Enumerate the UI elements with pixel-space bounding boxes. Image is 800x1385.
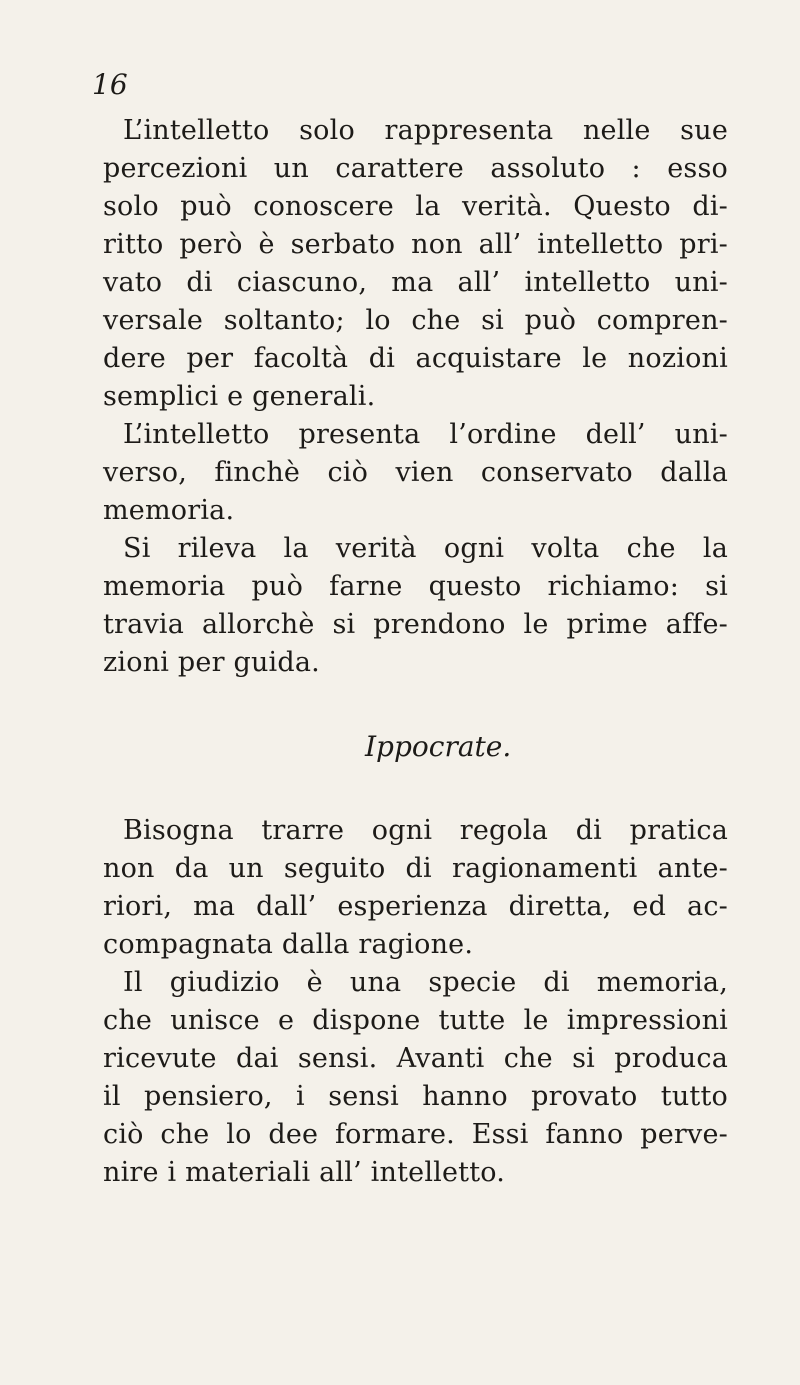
paragraph-line: memoria. bbox=[103, 495, 235, 526]
section-heading: Ippocrate. bbox=[365, 730, 512, 763]
paragraph-line: memoria può farne questo richiamo: si bbox=[103, 571, 728, 602]
paragraph-line: compagnata dalla ragione. bbox=[103, 929, 474, 960]
paragraph-line: L’intelletto solo rappresenta nelle sue bbox=[123, 115, 728, 146]
paragraph-line: ricevute dai sensi. Avanti che si produca bbox=[103, 1043, 728, 1074]
paragraph-line: vato di ciascuno, ma all’ intelletto uni- bbox=[103, 267, 728, 298]
paragraph-line: travia allorchè si prendono le prime affe- bbox=[103, 609, 728, 640]
paragraph-line: semplici e generali. bbox=[103, 381, 376, 412]
page-number: 16 bbox=[92, 68, 128, 101]
paragraph-line: ritto però è serbato non all’ intelletto pri- bbox=[103, 229, 728, 260]
paragraph-line: ciò che lo dee formare. Essi fanno perve- bbox=[103, 1119, 728, 1150]
paragraph-line: che unisce e dispone tutte le impressioni bbox=[103, 1005, 728, 1036]
paragraph-line: versale soltanto; lo che si può compren- bbox=[103, 305, 728, 336]
paragraph-line: riori, ma dall’ esperienza diretta, ed ac- bbox=[103, 891, 728, 922]
paragraph-line: non da un seguito di ragionamenti ante- bbox=[103, 853, 728, 884]
page-body bbox=[103, 112, 728, 1192]
paragraph-line: il pensiero, i sensi hanno provato tutto bbox=[103, 1081, 728, 1112]
paragraph-line: Bisogna trarre ogni regola di pratica bbox=[123, 815, 728, 846]
paragraph-line: dere per facoltà di acquistare le nozioni bbox=[103, 343, 728, 374]
paragraph-line: L’intelletto presenta l’ordine dell’ uni- bbox=[123, 419, 728, 450]
paragraph-line: Si rileva la verità ogni volta che la bbox=[123, 533, 728, 564]
paragraph-line: verso, finchè ciò vien conservato dalla bbox=[103, 457, 728, 488]
paragraph-line: solo può conoscere la verità. Questo di- bbox=[103, 191, 728, 222]
paragraph-line: zioni per guida. bbox=[103, 647, 320, 678]
paragraph-line: Il giudizio è una specie di memoria, bbox=[123, 967, 728, 998]
paragraph-line: percezioni un carattere assoluto : esso bbox=[103, 153, 728, 184]
paragraph-line: nire i materiali all’ intelletto. bbox=[103, 1157, 506, 1188]
